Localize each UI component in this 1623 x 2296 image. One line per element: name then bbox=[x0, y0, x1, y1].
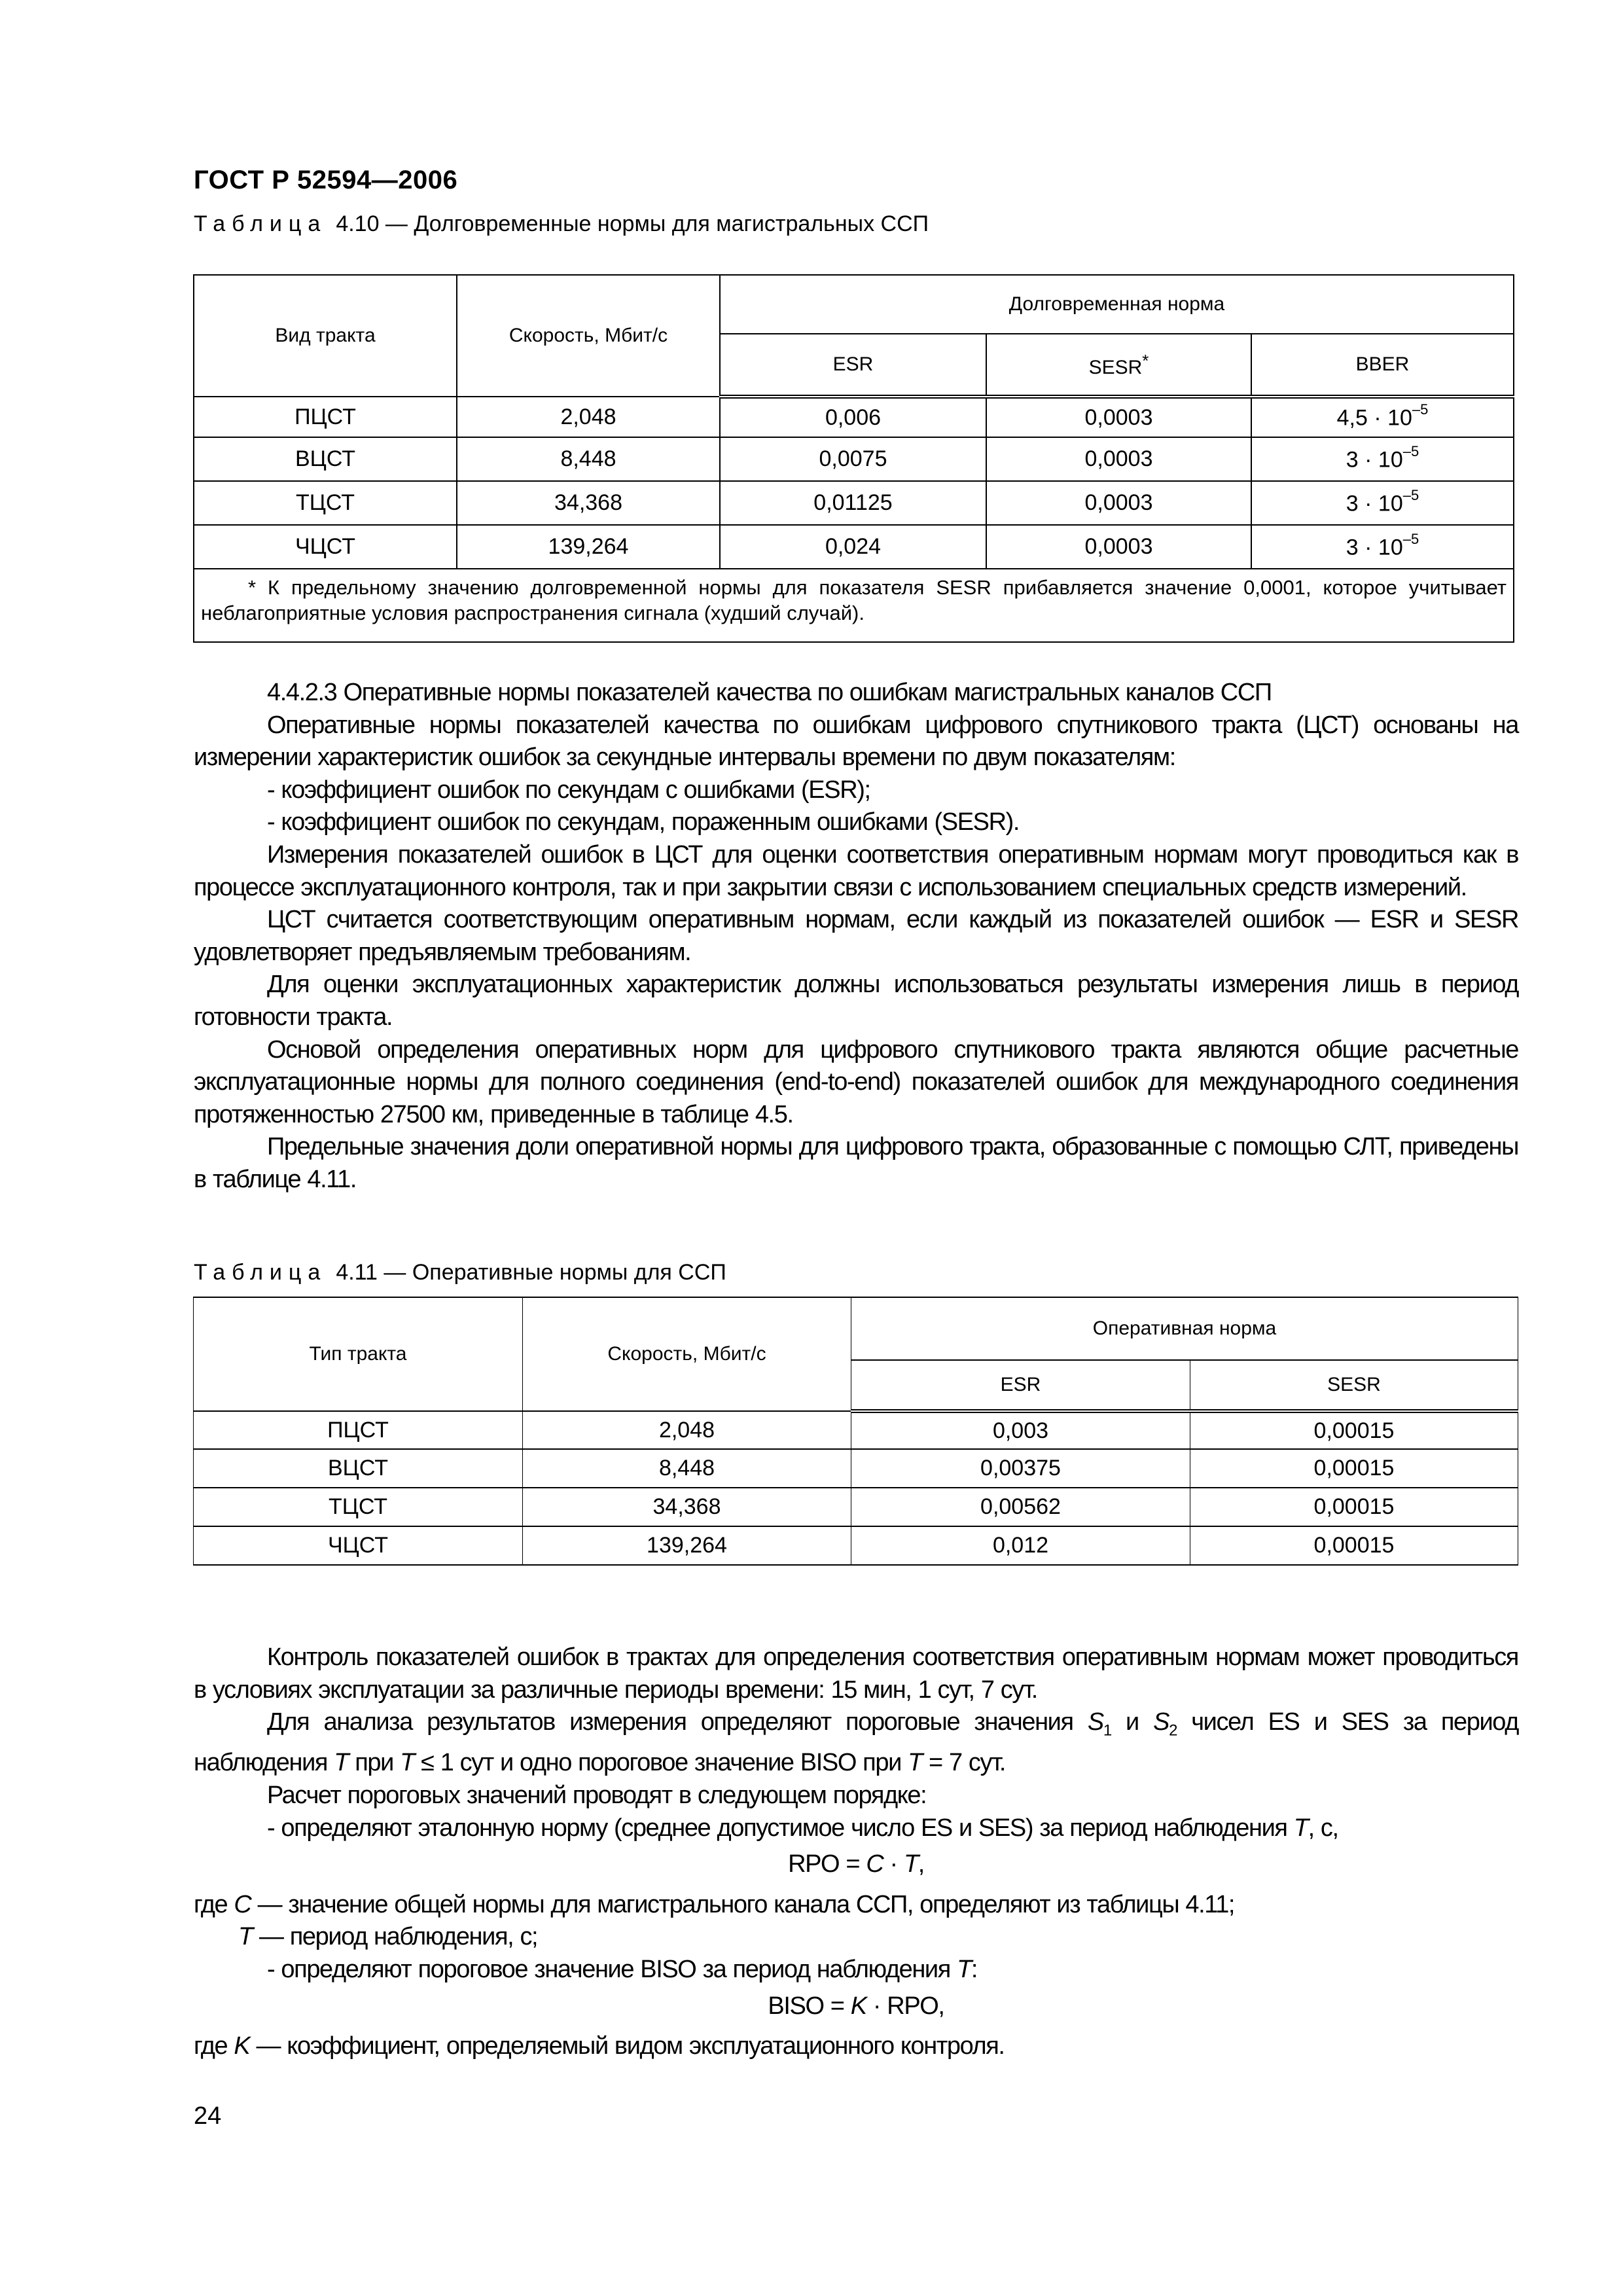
section-4-4-2-3 bbox=[194, 677, 1518, 1196]
list-item: - определяют пороговое значение BISO за период наблюдения T: bbox=[267, 1955, 978, 1983]
table-row bbox=[194, 1488, 1518, 1526]
paragraph: Оперативные нормы показателей качества по ошибкам цифрового спутникового тракта (ЦСТ) основаны на измерении характеристик ошибок за секундные интервалы времени по двум показателям: bbox=[194, 711, 1518, 772]
cell-sesr: 0,0003 bbox=[986, 481, 1251, 525]
header-speed: Скорость, Мбит/с bbox=[523, 1297, 851, 1411]
cell-sesr: 0,00015 bbox=[1190, 1449, 1518, 1488]
cell-speed: 8,448 bbox=[457, 437, 720, 481]
cell-type: ЧЦСТ bbox=[194, 1526, 523, 1565]
table-4-11 bbox=[193, 1297, 1518, 1566]
list-item: - определяют эталонную норму (среднее допустимое число ES и SES) за период наблюдения T, с, bbox=[267, 1814, 1338, 1842]
paragraph: Контроль показателей ошибок в трактах для определения соответствия оперативным нормам может проводиться в условиях эксплуатации за различные периоды времени: 15 мин, 1 сут, 7 сут. bbox=[194, 1643, 1518, 1704]
table-row bbox=[194, 397, 1514, 437]
cell-speed: 139,264 bbox=[457, 525, 720, 569]
formula-rpo: RPO = C · T, bbox=[788, 1850, 924, 1878]
cell-esr: 0,006 bbox=[720, 397, 986, 437]
cell-type: ПЦСТ bbox=[194, 1411, 523, 1449]
cell-sesr: 0,00015 bbox=[1190, 1411, 1518, 1449]
header-path-type: Вид тракта bbox=[194, 275, 457, 397]
cell-esr: 0,00375 bbox=[851, 1449, 1190, 1488]
cell-bber: $4,5 \cdot 10^{-5}$ bbox=[1251, 397, 1514, 437]
cell-bber: $3 \cdot 10^{-5}$ bbox=[1251, 437, 1514, 481]
cell-bber: $3 \cdot 10^{-5}$ bbox=[1251, 481, 1514, 525]
table-4-10 bbox=[193, 274, 1514, 643]
header-speed: Скорость, Мбит/с bbox=[457, 275, 720, 397]
table-row bbox=[194, 481, 1514, 525]
cell-esr: 0,003 bbox=[851, 1411, 1190, 1449]
header-sesr: SESR* bbox=[986, 334, 1251, 397]
cell-esr: 0,024 bbox=[720, 525, 986, 569]
cell-sesr: 0,0003 bbox=[986, 437, 1251, 481]
cell-type: ВЦСТ bbox=[194, 437, 457, 481]
section-control-thresholds bbox=[194, 1641, 1518, 2063]
paragraph: Для анализа результатов измерения определяют пороговые значения $S_1$ и $S_2$ чисел ES и SES за период наблюдения T при T ≤ 1 сут и одно пороговое значение BISO при T = 7 сут. bbox=[194, 1708, 1518, 1777]
table-footnote: * К предельному значению долговременной нормы для показателя SESR прибавляется значение 0,0001, которое учитывает неблагоприятные условия распространения сигнала (худший случай). bbox=[194, 569, 1514, 642]
cell-esr: 0,00562 bbox=[851, 1488, 1190, 1526]
list-item: - коэффициент ошибок по секундам с ошибками (ESR); bbox=[267, 776, 870, 804]
cell-type: ТЦСТ bbox=[194, 481, 457, 525]
cell-sesr: 0,00015 bbox=[1190, 1488, 1518, 1526]
table-row bbox=[194, 1449, 1518, 1488]
cell-speed: 2,048 bbox=[457, 397, 720, 437]
caption-text: 4.10 — Долговременные нормы для магистральных ССП bbox=[336, 211, 929, 236]
table-row bbox=[194, 1411, 1518, 1449]
table-row bbox=[194, 1526, 1518, 1565]
definition: где C — значение общей нормы для магистрального канала ССП, определяют из таблицы 4.11; bbox=[194, 1890, 1235, 1918]
cell-speed: 34,368 bbox=[523, 1488, 851, 1526]
paragraph: Для оценки эксплуатационных характеристик должны использоваться результаты измерения лишь в период готовности тракта. bbox=[194, 971, 1518, 1031]
definition: T — период наблюдения, с; bbox=[238, 1923, 538, 1951]
cell-speed: 34,368 bbox=[457, 481, 720, 525]
document-title: ГОСТ Р 52594—2006 bbox=[194, 166, 458, 194]
caption-text: 4.11 — Оперативные нормы для ССП bbox=[336, 1260, 726, 1285]
paragraph: Предельные значения доли оперативной нормы для цифрового тракта, образованные с помощью СЛТ, приведены в таблице 4.11. bbox=[194, 1133, 1518, 1193]
header-path-type: Тип тракта bbox=[194, 1297, 523, 1411]
table-4-10-caption bbox=[194, 211, 929, 237]
cell-sesr: 0,0003 bbox=[986, 397, 1251, 437]
table-4-11-caption bbox=[194, 1259, 726, 1285]
page-number: 24 bbox=[194, 2102, 222, 2130]
definition: где K — коэффициент, определяемый видом эксплуатационного контроля. bbox=[194, 2032, 1005, 2060]
header-operational-norm: Оперативная норма bbox=[851, 1297, 1518, 1360]
paragraph: ЦСТ считается соответствующим оперативным нормам, если каждый из показателей ошибок — ESR и SESR удовлетворяет предъявляемым требованиям. bbox=[194, 906, 1518, 966]
cell-sesr: 0,00015 bbox=[1190, 1526, 1518, 1565]
paragraph: Основой определения оперативных норм для цифрового спутникового тракта являются общие расчетные эксплуатационные нормы для полного соединения (end-to-end) показателей ошибок для международного соединения протяженностью 27500 км, приведенные в таблице 4.5. bbox=[194, 1035, 1518, 1128]
formula-biso: BISO = K · RPO, bbox=[768, 1992, 944, 2020]
cell-type: ТЦСТ bbox=[194, 1488, 523, 1526]
table-row bbox=[194, 437, 1514, 481]
header-long-term-norm: Долговременная норма bbox=[720, 275, 1514, 334]
cell-bber: $3 \cdot 10^{-5}$ bbox=[1251, 525, 1514, 569]
header-bber: BBER bbox=[1251, 334, 1514, 397]
cell-esr: 0,012 bbox=[851, 1526, 1190, 1565]
cell-speed: 2,048 bbox=[523, 1411, 851, 1449]
cell-sesr: 0,0003 bbox=[986, 525, 1251, 569]
list-item: - коэффициент ошибок по секундам, пораженным ошибками (SESR). bbox=[267, 808, 1020, 836]
cell-type: ПЦСТ bbox=[194, 397, 457, 437]
footnote-mark: * bbox=[1142, 350, 1149, 370]
header-sesr: SESR bbox=[1190, 1360, 1518, 1411]
cell-type: ЧЦСТ bbox=[194, 525, 457, 569]
paragraph: Расчет пороговых значений проводят в следующем порядке: bbox=[267, 1781, 927, 1809]
caption-word: Таблица bbox=[194, 1260, 327, 1285]
cell-type: ВЦСТ bbox=[194, 1449, 523, 1488]
caption-word: Таблица bbox=[194, 211, 327, 236]
section-heading: 4.4.2.3 Оперативные нормы показателей качества по ошибкам магистральных каналов ССП bbox=[267, 679, 1272, 706]
cell-esr: 0,01125 bbox=[720, 481, 986, 525]
header-esr: ESR bbox=[851, 1360, 1190, 1411]
paragraph: Измерения показателей ошибок в ЦСТ для оценки соответствия оперативным нормам могут проводиться как в процессе эксплуатационного контроля, так и при закрытии связи с использованием специальных средств измерений. bbox=[194, 840, 1518, 901]
cell-speed: 8,448 bbox=[523, 1449, 851, 1488]
table-row bbox=[194, 525, 1514, 569]
cell-esr: 0,0075 bbox=[720, 437, 986, 481]
cell-speed: 139,264 bbox=[523, 1526, 851, 1565]
header-esr: ESR bbox=[720, 334, 986, 397]
